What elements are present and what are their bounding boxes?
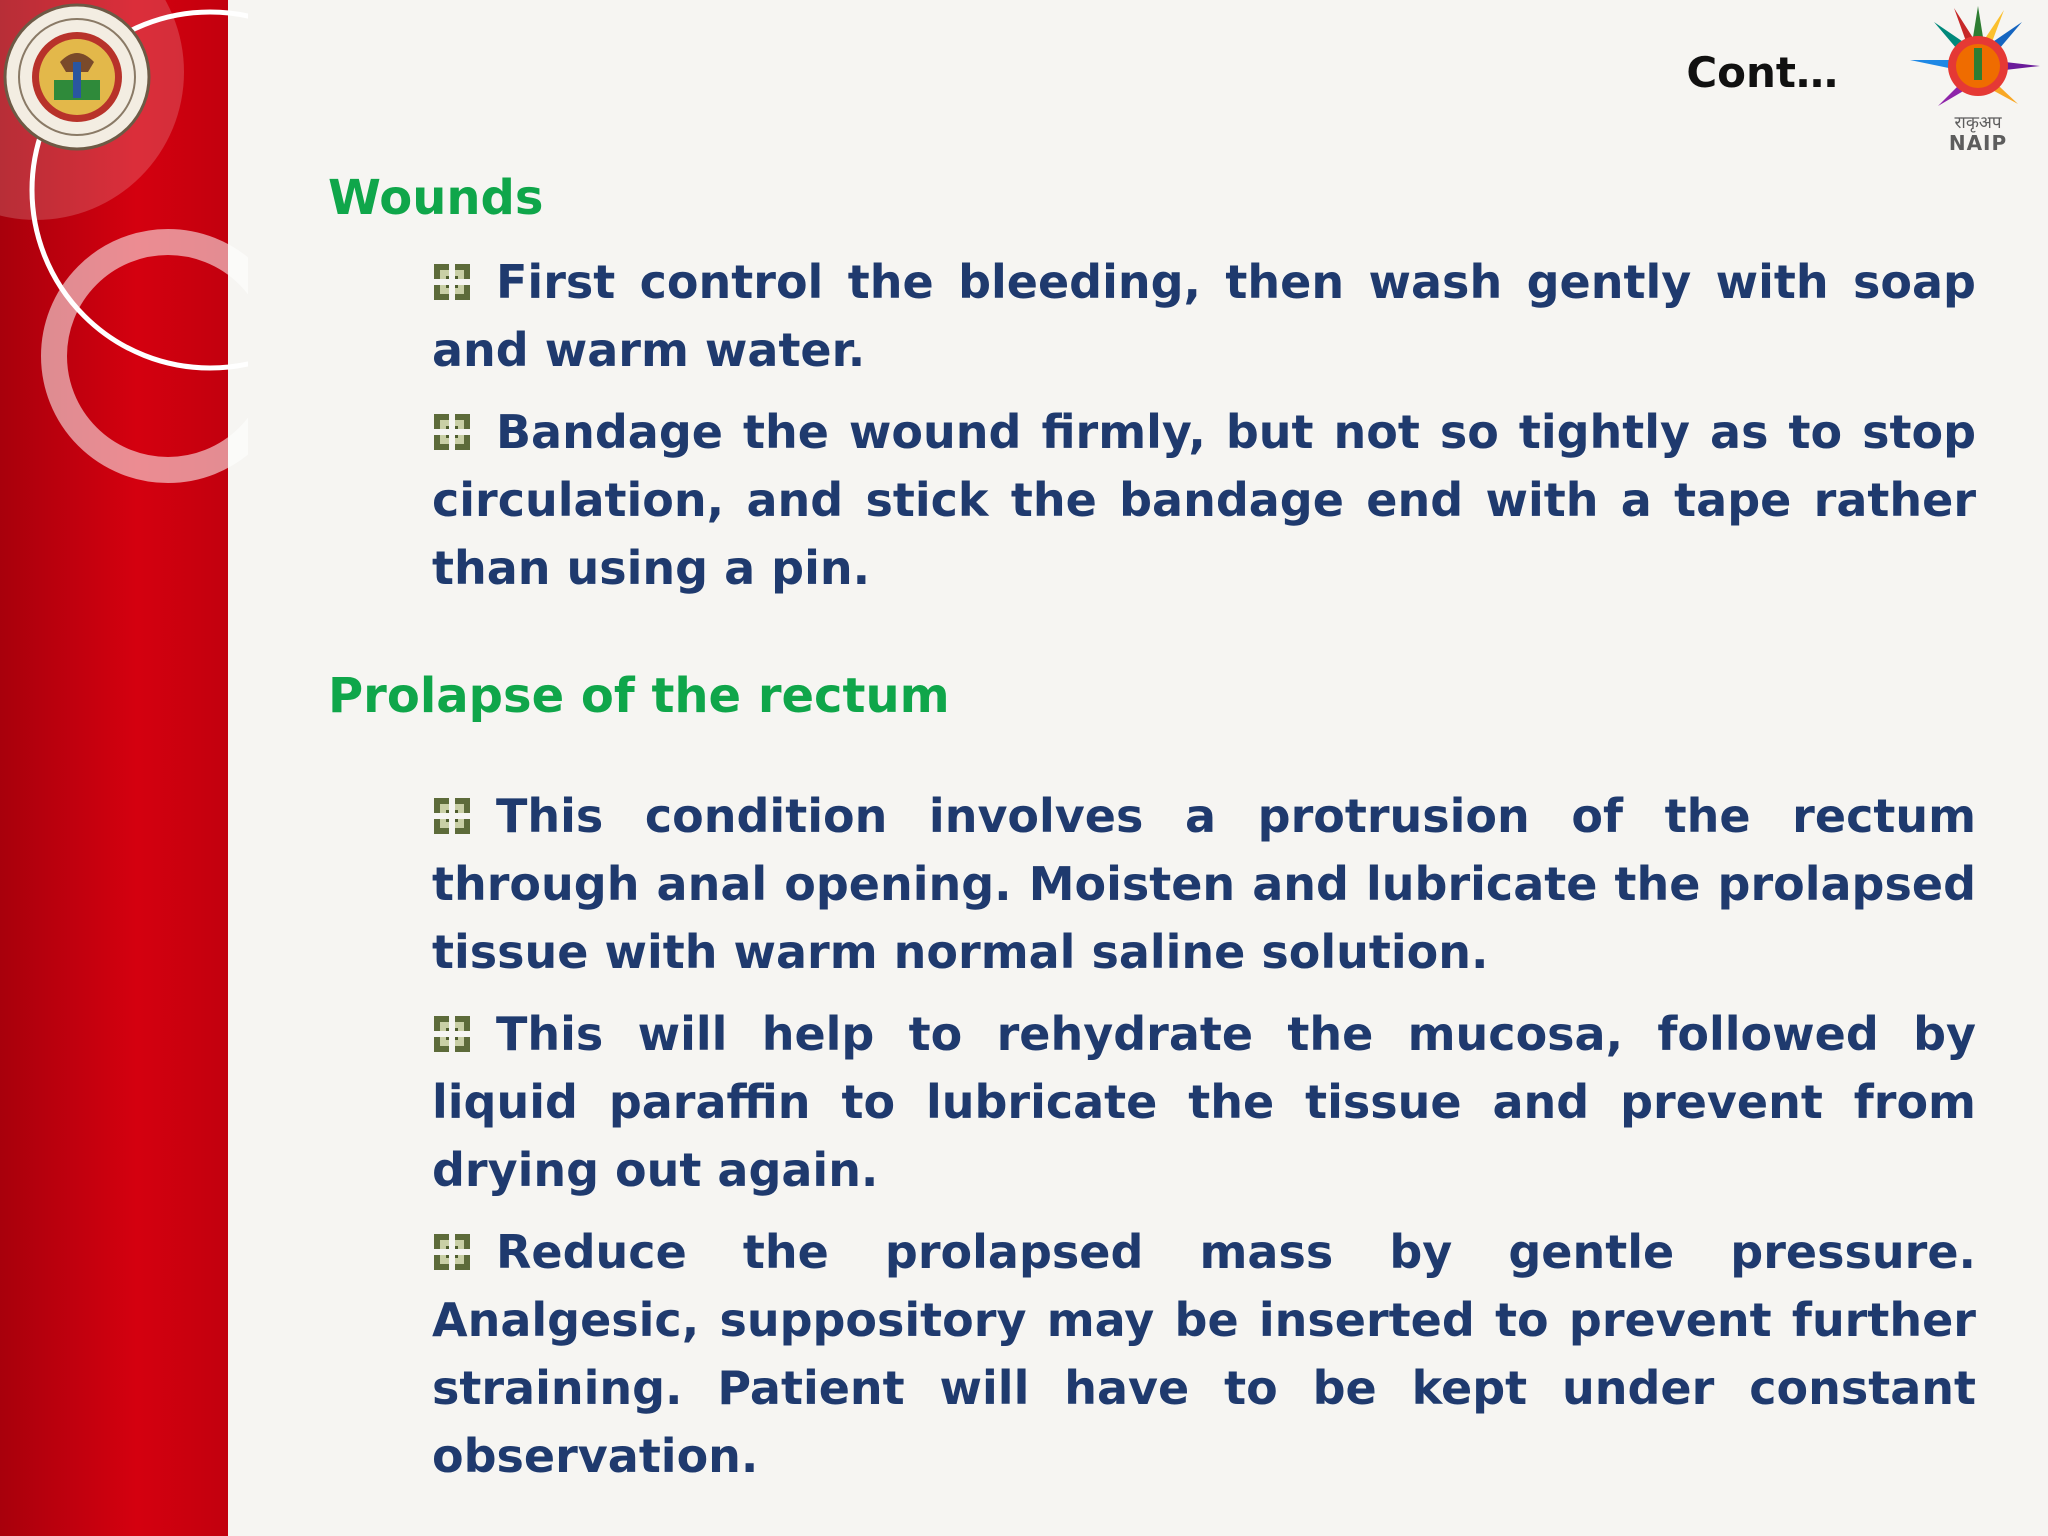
bullet-list <box>328 248 1976 602</box>
bullet-item <box>432 248 1976 384</box>
bullet-square-icon <box>432 262 472 302</box>
bullet-item <box>432 782 1976 986</box>
bullet-text: This condition involves a protrusion of the rectum through anal opening. Moisten and lubricate the prolapsed tissue with warm normal saline solution. <box>432 789 1976 979</box>
university-emblem-icon <box>2 2 152 152</box>
bullet-item <box>432 1218 1976 1490</box>
svg-text:राकृअप: राकृअप <box>1954 113 2002 133</box>
bullet-square-icon <box>432 1232 472 1272</box>
naip-logo-icon <box>1878 4 2048 154</box>
bullet-text: Bandage the wound firmly, but not so tightly as to stop circulation, and stick the bandage end with a tape rather than using a pin. <box>432 405 1976 595</box>
bullet-text: This will help to rehydrate the mucosa, followed by liquid paraffin to lubricate the tissue and prevent from drying out again. <box>432 1007 1976 1197</box>
bullet-square-icon <box>432 796 472 836</box>
bullet-square-icon <box>432 1014 472 1054</box>
decorative-sidebar <box>0 0 248 1536</box>
slide-content <box>328 166 1976 1504</box>
continuation-label: Cont… <box>1686 48 1838 97</box>
section-heading: Prolapse of the rectum <box>328 668 950 724</box>
bullet-text: First control the bleeding, then wash gently with soap and warm water. <box>432 255 1976 377</box>
section-prolapse <box>328 664 1976 1490</box>
bullet-square-icon <box>432 412 472 452</box>
bullet-item <box>432 398 1976 602</box>
section-heading: Wounds <box>328 170 544 226</box>
bullet-item <box>432 1000 1976 1204</box>
bullet-list <box>328 782 1976 1490</box>
section-wounds <box>328 166 1976 602</box>
svg-text:NAIP: NAIP <box>1948 131 2008 154</box>
bullet-text: Reduce the prolapsed mass by gentle pressure. Analgesic, suppository may be inserted to prevent further straining. Patient will have to be kept under constant observation. <box>432 1225 1976 1483</box>
